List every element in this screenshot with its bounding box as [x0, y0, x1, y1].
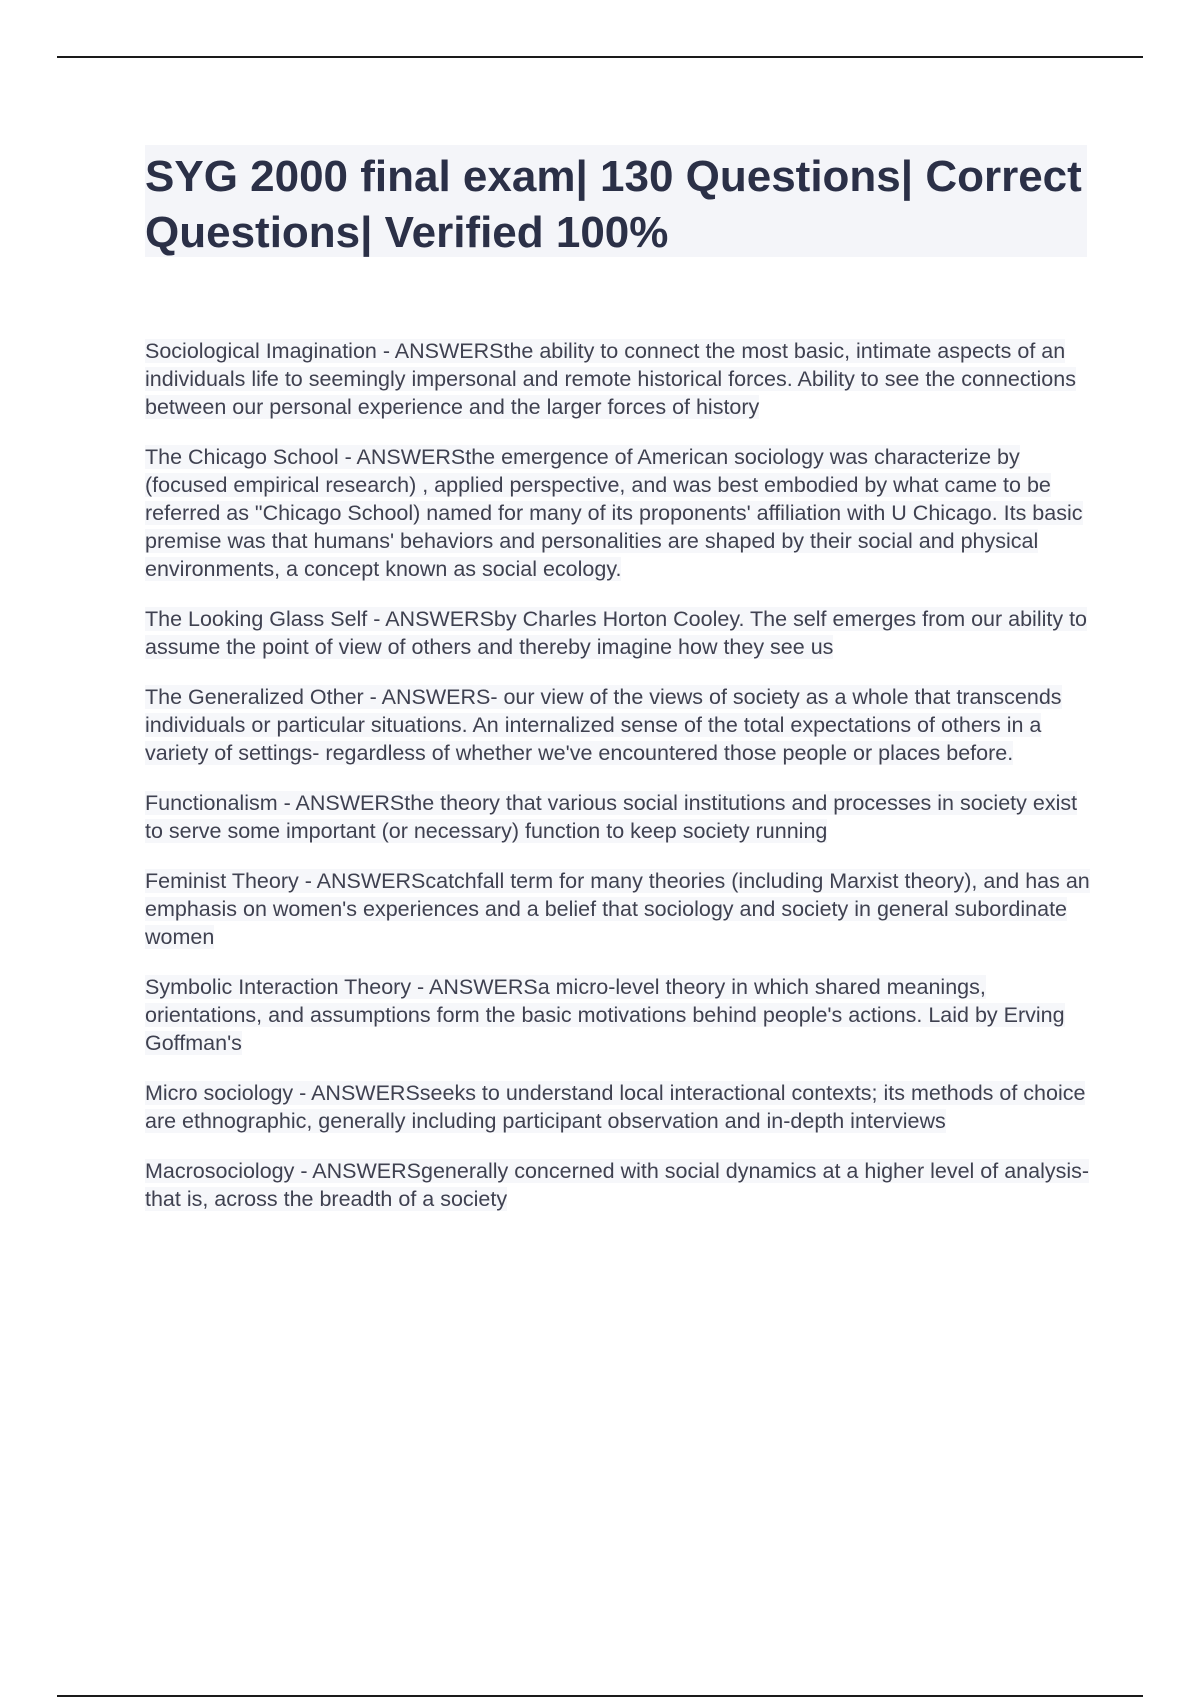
entry-text: The Generalized Other - ANSWERS- our view of the views of society as a whole that transcends individuals or particular situations. An internalized sense of the total expectations of others in a variety of settings- regardless of whether we've encountered those people or places before.: [145, 685, 1062, 765]
bottom-divider: [57, 1695, 1143, 1697]
document-title: SYG 2000 final exam| 130 Questions| Correct Questions| Verified 100%: [145, 152, 1082, 257]
flashcard-entry: [145, 1157, 1095, 1213]
entry-text: Feminist Theory - ANSWERScatchfall term for many theories (including Marxist theory), and has an emphasis on women's experiences and a belief that sociology and society in general subordinate women: [145, 869, 1090, 949]
entry-text: Symbolic Interaction Theory - ANSWERSa micro-level theory in which shared meanings, orientations, and assumptions form the basic motivations behind people's actions. Laid by Erving Goffman's: [145, 975, 1065, 1055]
flashcard-entry: [145, 1079, 1095, 1135]
flashcard-entry: [145, 337, 1095, 421]
entry-text: Macrosociology - ANSWERSgenerally concerned with social dynamics at a higher level of analysis- that is, across the breadth of a society: [145, 1159, 1090, 1211]
flashcard-entry: [145, 683, 1095, 767]
entry-text: The Chicago School - ANSWERSthe emergence of American sociology was characterize by (focused empirical research) , applied perspective, and was best embodied by what came to be referred as "Chicago School) named for many of its proponents' affiliation with U Chicago. Its basic premise was that humans' behaviors and personalities are shaped by their social and physical environments, a concept known as social ecology.: [145, 445, 1083, 581]
entry-text: The Looking Glass Self - ANSWERSby Charles Horton Cooley. The self emerges from our ability to assume the point of view of others and thereby imagine how they see us: [145, 607, 1088, 659]
flashcard-entry: [145, 867, 1095, 951]
top-divider: [57, 56, 1143, 58]
flashcard-entry: [145, 605, 1095, 661]
flashcard-entry: [145, 973, 1095, 1057]
entry-text: Sociological Imagination - ANSWERSthe ability to connect the most basic, intimate aspects of an individuals life to seemingly impersonal and remote historical forces. Ability to see the connections between our personal experience and the larger forces of history: [145, 339, 1076, 419]
flashcard-entry: [145, 789, 1095, 845]
entry-text: Micro sociology - ANSWERSseeks to understand local interactional contexts; its methods of choice are ethnographic, generally including participant observation and in-depth interviews: [145, 1081, 1086, 1133]
flashcard-list: [145, 337, 1095, 1235]
flashcard-entry: [145, 443, 1095, 583]
entry-text: Functionalism - ANSWERSthe theory that various social institutions and processes in society exist to serve some important (or necessary) function to keep society running: [145, 791, 1078, 843]
title-block: [145, 145, 1087, 257]
